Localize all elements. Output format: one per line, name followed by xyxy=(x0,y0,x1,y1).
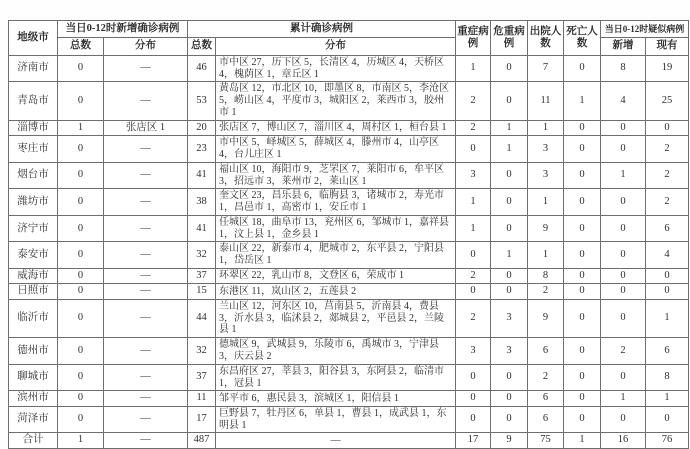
cell-cum-dist: 环翠区 22，乳山市 8，文登区 6，荣成市 1 xyxy=(216,269,456,284)
header-cum-total: 总数 xyxy=(188,38,216,55)
cell-deaths: 0 xyxy=(564,215,601,242)
header-group-new-confirmed: 当日0-12时新增确诊病例 xyxy=(58,21,188,38)
cell-cum-total: 20 xyxy=(188,120,216,135)
cell-new-total: 0 xyxy=(58,391,104,406)
cell-severe: 1 xyxy=(456,55,491,82)
cell-discharged: 3 xyxy=(528,162,564,189)
cell-new-total: 0 xyxy=(58,242,104,269)
cell-susp-new: 4 xyxy=(601,82,646,120)
header-group-cumulative: 累计确诊病例 xyxy=(188,21,456,38)
cell-critical: 1 xyxy=(491,242,528,269)
cell-new-dist: — xyxy=(104,162,188,189)
cell-discharged: 3 xyxy=(528,136,564,163)
cell-susp-current: 6 xyxy=(646,215,689,242)
cell-cum-dist: 奎文区 23，昌乐县 6，临朐县 3，诸城市 2，寿光市 1，昌邑市 1，高密市 1，安丘市 1 xyxy=(216,189,456,216)
cell-deaths: 0 xyxy=(564,284,601,299)
cell-deaths: 1 xyxy=(564,82,601,120)
cell-cum-total: 41 xyxy=(188,162,216,189)
cell-new-total: 0 xyxy=(58,406,104,433)
header-new-dist: 分布 xyxy=(104,38,188,55)
table-row xyxy=(9,189,689,216)
cell-severe: 0 xyxy=(456,391,491,406)
cell-new-dist: — xyxy=(104,406,188,433)
cell-cum-dist: 东港区 11，岚山区 2，五莲县 2 xyxy=(216,284,456,299)
cell-cum-dist: 市中区 5，峄城区 5，薛城区 4，滕州市 4，山亭区 4，台儿庄区 1 xyxy=(216,136,456,163)
cell-susp-current: 2 xyxy=(646,162,689,189)
cell-cum-total: 17 xyxy=(188,406,216,433)
cell-cum-total: 23 xyxy=(188,136,216,163)
cell-severe: 3 xyxy=(456,338,491,365)
table-row xyxy=(9,433,689,448)
cell-susp-new: 1 xyxy=(601,162,646,189)
cell-discharged: 1 xyxy=(528,242,564,269)
cell-severe: 2 xyxy=(456,82,491,120)
cell-severe: 2 xyxy=(456,299,491,337)
cell-new-dist: — xyxy=(104,338,188,365)
cell-discharged: 2 xyxy=(528,284,564,299)
cell-cum-total: 32 xyxy=(188,242,216,269)
cell-new-dist: — xyxy=(104,269,188,284)
cell-new-total: 0 xyxy=(58,82,104,120)
cell-critical: 0 xyxy=(491,406,528,433)
header-susp-current: 现有 xyxy=(646,38,689,55)
table-row xyxy=(9,120,689,135)
header-row-groups xyxy=(9,21,689,38)
cell-new-dist: — xyxy=(104,284,188,299)
cell-critical: 1 xyxy=(491,120,528,135)
cell-cum-dist: 东昌府区 27，莘县 3，阳谷县 3，东阿县 2，临清市 1，冠县 1 xyxy=(216,364,456,391)
cell-severe: 2 xyxy=(456,269,491,284)
cell-new-dist: 张店区 1 xyxy=(104,120,188,135)
table-row xyxy=(9,215,689,242)
cell-new-total: 0 xyxy=(58,338,104,365)
cell-deaths: 0 xyxy=(564,55,601,82)
cell-severe: 0 xyxy=(456,406,491,433)
cell-cum-dist: 邹平市 6，惠民县 3，滨城区 1，阳信县 1 xyxy=(216,391,456,406)
cell-susp-current: 19 xyxy=(646,55,689,82)
cell-susp-new: 0 xyxy=(601,189,646,216)
cell-new-total: 0 xyxy=(58,136,104,163)
cell-city: 淄博市 xyxy=(9,120,58,135)
table-row xyxy=(9,82,689,120)
header-critical: 危重病例 xyxy=(491,21,528,56)
header-group-suspected: 当日0-12时疑似病例 xyxy=(601,21,689,38)
table-row xyxy=(9,269,689,284)
cell-deaths: 1 xyxy=(564,433,601,448)
cell-susp-new: 16 xyxy=(601,433,646,448)
cell-susp-current: 1 xyxy=(646,299,689,337)
cell-city: 滨州市 xyxy=(9,391,58,406)
cell-new-total: 0 xyxy=(58,55,104,82)
cell-susp-current: 2 xyxy=(646,189,689,216)
cell-discharged: 6 xyxy=(528,391,564,406)
cell-deaths: 0 xyxy=(564,299,601,337)
cell-new-dist: — xyxy=(104,433,188,448)
cell-new-dist: — xyxy=(104,82,188,120)
cell-city: 日照市 xyxy=(9,284,58,299)
cell-new-total: 0 xyxy=(58,284,104,299)
cell-severe: 0 xyxy=(456,136,491,163)
cell-critical: 0 xyxy=(491,391,528,406)
header-deaths: 死亡人数 xyxy=(564,21,601,56)
cell-new-total: 0 xyxy=(58,215,104,242)
cell-new-total: 1 xyxy=(58,433,104,448)
cell-discharged: 7 xyxy=(528,55,564,82)
cell-city: 济宁市 xyxy=(9,215,58,242)
cell-deaths: 0 xyxy=(564,338,601,365)
cell-cum-total: 38 xyxy=(188,189,216,216)
table-body xyxy=(9,55,689,448)
cell-city: 济南市 xyxy=(9,55,58,82)
cell-cum-dist: 巨野县 7，牡丹区 6，单县 1，曹县 1，成武县 1，东明县 1 xyxy=(216,406,456,433)
cell-critical: 9 xyxy=(491,433,528,448)
header-cum-dist: 分布 xyxy=(216,38,456,55)
cell-cum-dist: 福山区 10，海阳市 9，芝罘区 7，莱阳市 6，牟平区 3，招远市 3，莱州市 2，莱山区 1 xyxy=(216,162,456,189)
cell-city: 合计 xyxy=(9,433,58,448)
cell-critical: 0 xyxy=(491,162,528,189)
cell-susp-new: 2 xyxy=(601,338,646,365)
cell-new-dist: — xyxy=(104,136,188,163)
table-row xyxy=(9,242,689,269)
cell-new-dist: — xyxy=(104,299,188,337)
cell-city: 聊城市 xyxy=(9,364,58,391)
cell-deaths: 0 xyxy=(564,364,601,391)
header-discharged: 出院人数 xyxy=(528,21,564,56)
cell-critical: 3 xyxy=(491,299,528,337)
cell-new-total: 0 xyxy=(58,299,104,337)
cell-new-dist: — xyxy=(104,242,188,269)
cell-discharged: 6 xyxy=(528,338,564,365)
cell-susp-current: 6 xyxy=(646,338,689,365)
cell-susp-new: 0 xyxy=(601,215,646,242)
cell-deaths: 0 xyxy=(564,269,601,284)
cell-susp-new: 0 xyxy=(601,364,646,391)
cell-cum-total: 32 xyxy=(188,338,216,365)
table-row xyxy=(9,136,689,163)
cell-deaths: 0 xyxy=(564,242,601,269)
cell-city: 临沂市 xyxy=(9,299,58,337)
cell-new-total: 0 xyxy=(58,269,104,284)
cell-cum-dist: 兰山区 12，河东区 10，莒南县 5，沂南县 4，费县 3，沂水县 3，临沭县 2，郯城县 2，平邑县 2，兰陵县 1 xyxy=(216,299,456,337)
cell-city: 烟台市 xyxy=(9,162,58,189)
cell-city: 菏泽市 xyxy=(9,406,58,433)
cell-cum-dist: 黄岛区 12，市北区 10，即墨区 8，市南区 5，李沧区 5，崂山区 4，平度市 3，城阳区 2，莱西市 3，胶州市 1 xyxy=(216,82,456,120)
cell-susp-current: 0 xyxy=(646,406,689,433)
cell-discharged: 9 xyxy=(528,299,564,337)
table-row xyxy=(9,406,689,433)
cell-severe: 0 xyxy=(456,284,491,299)
cell-city: 潍坊市 xyxy=(9,189,58,216)
cell-deaths: 0 xyxy=(564,391,601,406)
cell-critical: 0 xyxy=(491,55,528,82)
cell-discharged: 11 xyxy=(528,82,564,120)
header-city: 地级市 xyxy=(9,21,58,56)
cell-cum-dist: 市中区 27，历下区 5，长清区 4，历城区 4，天桥区 4，槐荫区 1，章丘区 1 xyxy=(216,55,456,82)
cell-new-total: 0 xyxy=(58,364,104,391)
cell-critical: 0 xyxy=(491,82,528,120)
cell-new-dist: — xyxy=(104,391,188,406)
cell-deaths: 0 xyxy=(564,189,601,216)
table-header xyxy=(9,21,689,56)
cell-cum-total: 37 xyxy=(188,269,216,284)
cell-susp-new: 0 xyxy=(601,269,646,284)
cell-susp-current: 76 xyxy=(646,433,689,448)
table-row xyxy=(9,55,689,82)
cell-discharged: 75 xyxy=(528,433,564,448)
header-new-total: 总数 xyxy=(58,38,104,55)
cell-susp-current: 0 xyxy=(646,269,689,284)
table-row xyxy=(9,364,689,391)
cell-susp-current: 8 xyxy=(646,364,689,391)
cell-deaths: 0 xyxy=(564,406,601,433)
cell-critical: 0 xyxy=(491,269,528,284)
cell-new-total: 0 xyxy=(58,162,104,189)
cell-susp-new: 8 xyxy=(601,55,646,82)
cell-cum-total: 11 xyxy=(188,391,216,406)
cell-susp-new: 0 xyxy=(601,242,646,269)
cell-severe: 3 xyxy=(456,162,491,189)
cell-cum-total: 46 xyxy=(188,55,216,82)
cell-cum-dist: — xyxy=(216,433,456,448)
cell-severe: 0 xyxy=(456,242,491,269)
cell-city: 泰安市 xyxy=(9,242,58,269)
table-row xyxy=(9,299,689,337)
cell-discharged: 9 xyxy=(528,215,564,242)
cell-city: 德州市 xyxy=(9,338,58,365)
cell-new-dist: — xyxy=(104,189,188,216)
table-row xyxy=(9,162,689,189)
cell-city: 青岛市 xyxy=(9,82,58,120)
cell-critical: 1 xyxy=(491,136,528,163)
cell-cum-total: 53 xyxy=(188,82,216,120)
covid-stats-table xyxy=(8,20,689,449)
cell-critical: 0 xyxy=(491,364,528,391)
cell-cum-dist: 德城区 9，武城县 9，乐陵市 6，禹城市 3，宁津县 3，庆云县 2 xyxy=(216,338,456,365)
cell-deaths: 0 xyxy=(564,162,601,189)
cell-severe: 1 xyxy=(456,215,491,242)
cell-new-dist: — xyxy=(104,215,188,242)
cell-discharged: 1 xyxy=(528,189,564,216)
cell-deaths: 0 xyxy=(564,136,601,163)
cell-critical: 0 xyxy=(491,284,528,299)
header-severe: 重症病例 xyxy=(456,21,491,56)
cell-susp-new: 0 xyxy=(601,136,646,163)
cell-susp-current: 2 xyxy=(646,136,689,163)
cell-cum-total: 37 xyxy=(188,364,216,391)
cell-cum-total: 487 xyxy=(188,433,216,448)
cell-cum-dist: 张店区 7，博山区 7，淄川区 4，周村区 1，桓台县 1 xyxy=(216,120,456,135)
cell-critical: 0 xyxy=(491,215,528,242)
cell-critical: 3 xyxy=(491,338,528,365)
cell-severe: 0 xyxy=(456,364,491,391)
cell-susp-new: 0 xyxy=(601,284,646,299)
cell-severe: 2 xyxy=(456,120,491,135)
cell-susp-new: 1 xyxy=(601,391,646,406)
cell-susp-new: 0 xyxy=(601,120,646,135)
cell-susp-current: 0 xyxy=(646,120,689,135)
header-susp-new: 新增 xyxy=(601,38,646,55)
cell-city: 枣庄市 xyxy=(9,136,58,163)
cell-cum-dist: 任城区 18，曲阜市 13，兖州区 6，邹城市 1，嘉祥县 1，汶上县 1，金乡县 1 xyxy=(216,215,456,242)
cell-cum-total: 15 xyxy=(188,284,216,299)
cell-susp-current: 1 xyxy=(646,391,689,406)
cell-new-dist: — xyxy=(104,364,188,391)
cell-city: 威海市 xyxy=(9,269,58,284)
cell-discharged: 2 xyxy=(528,364,564,391)
cell-susp-new: 0 xyxy=(601,299,646,337)
cell-cum-total: 41 xyxy=(188,215,216,242)
cell-critical: 0 xyxy=(491,189,528,216)
cell-discharged: 8 xyxy=(528,269,564,284)
table-row xyxy=(9,284,689,299)
cell-severe: 17 xyxy=(456,433,491,448)
cell-discharged: 6 xyxy=(528,406,564,433)
cell-susp-new: 0 xyxy=(601,406,646,433)
cell-deaths: 0 xyxy=(564,120,601,135)
cell-new-total: 0 xyxy=(58,189,104,216)
cell-susp-current: 4 xyxy=(646,242,689,269)
cell-discharged: 1 xyxy=(528,120,564,135)
cell-cum-total: 44 xyxy=(188,299,216,337)
table-row xyxy=(9,391,689,406)
cell-cum-dist: 泰山区 22，新泰市 4，肥城市 2，东平县 2，宁阳县 1，岱岳区 1 xyxy=(216,242,456,269)
cell-severe: 1 xyxy=(456,189,491,216)
table-row xyxy=(9,338,689,365)
cell-new-total: 1 xyxy=(58,120,104,135)
cell-susp-current: 0 xyxy=(646,284,689,299)
cell-susp-current: 25 xyxy=(646,82,689,120)
cell-new-dist: — xyxy=(104,55,188,82)
